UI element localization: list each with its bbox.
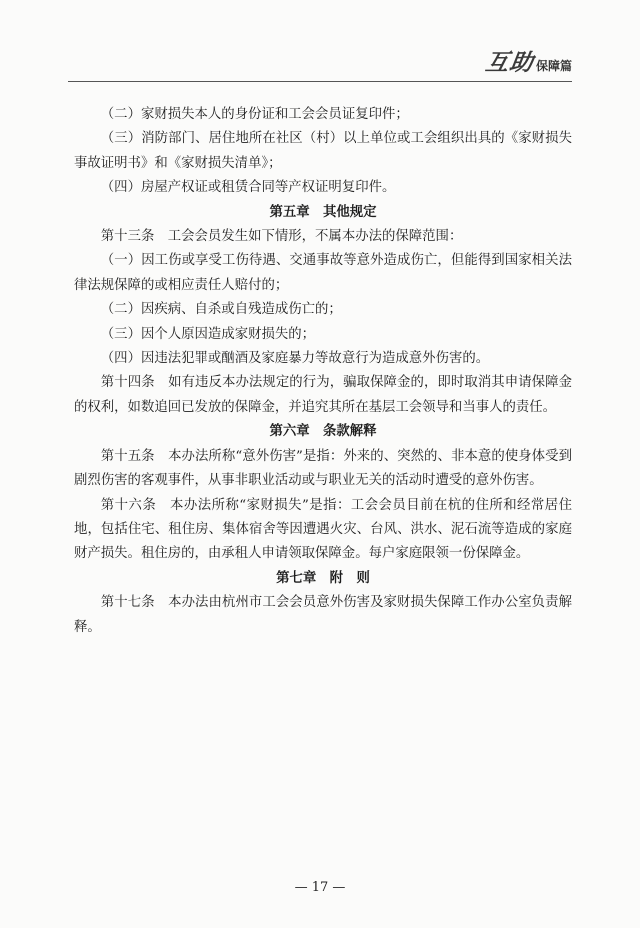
brand-title: 互助: [483, 49, 536, 76]
header-rule: [68, 81, 572, 82]
article-13-item-1: （一）因工伤或享受工伤待遇、交通事故等意外造成伤亡，但能得到国家相关法律法规保障的或相应责任人赔付的；: [74, 253, 572, 293]
article-17: 第十七条 本办法由杭州市工会会员意外伤害及家财损失保障工作办公室负责解释。: [74, 595, 572, 635]
chapter-heading-5: 第五章 其他规定: [269, 204, 377, 220]
article-15: 第十五条 本办法所称“意外伤害”是指：外来的、突然的、非本意的使身体受到剧烈伤害的客观事件，从事非职业活动或与职业无关的活动时遭受的意外伤害。: [74, 448, 572, 489]
paragraph-item-4: （四）房屋产权证或租赁合同等产权证明复印件。: [100, 180, 396, 196]
article-13-item-3: （三）因个人原因造成家财损失的；: [100, 326, 316, 342]
paragraph-item-3: （三）消防部门、居住地所在社区（村）以上单位或工会组织出具的《家财损失事故证明书》和《家财损失清单》；: [74, 131, 572, 171]
paragraph-item-2: （二）家财损失本人的身份证和工会会员证复印件；: [100, 107, 409, 122]
document-body: [74, 103, 572, 640]
page-number: — 17 —: [294, 880, 346, 895]
article-13-item-2: （二）因疾病、自杀或自残造成伤亡的；: [100, 302, 342, 318]
chapter-heading-6: 第六章 条款解释: [269, 424, 377, 440]
article-13: 第十三条 工会会员发生如下情形，不属本办法的保障范围：: [100, 229, 463, 245]
page-header: [68, 40, 572, 84]
article-13-item-4: （四）因违法犯罪或酗酒及家庭暴力等故意行为造成意外伤害的。: [100, 351, 490, 367]
chapter-heading-7: 第七章 附 则: [276, 570, 370, 586]
article-16: 第十六条 本办法所称“家财损失”是指：工会会员目前在杭的住所和经常居住地，包括住宅、租住房、集体宿舍等因遭遇火灾、台风、洪水、泥石流等造成的家庭财产损失。租住房的，由承租人申请领取保障金。每户家庭限领一份保障金。: [74, 497, 572, 562]
brand-subtitle: 保障篇: [535, 59, 572, 73]
section-brand: [483, 44, 572, 77]
article-14: 第十四条 如有违反本办法规定的行为，骗取保障金的，即时取消其申请保障金的权利，如数追回已发放的保障金，并追究其所在基层工会领导和当事人的责任。: [74, 375, 572, 415]
